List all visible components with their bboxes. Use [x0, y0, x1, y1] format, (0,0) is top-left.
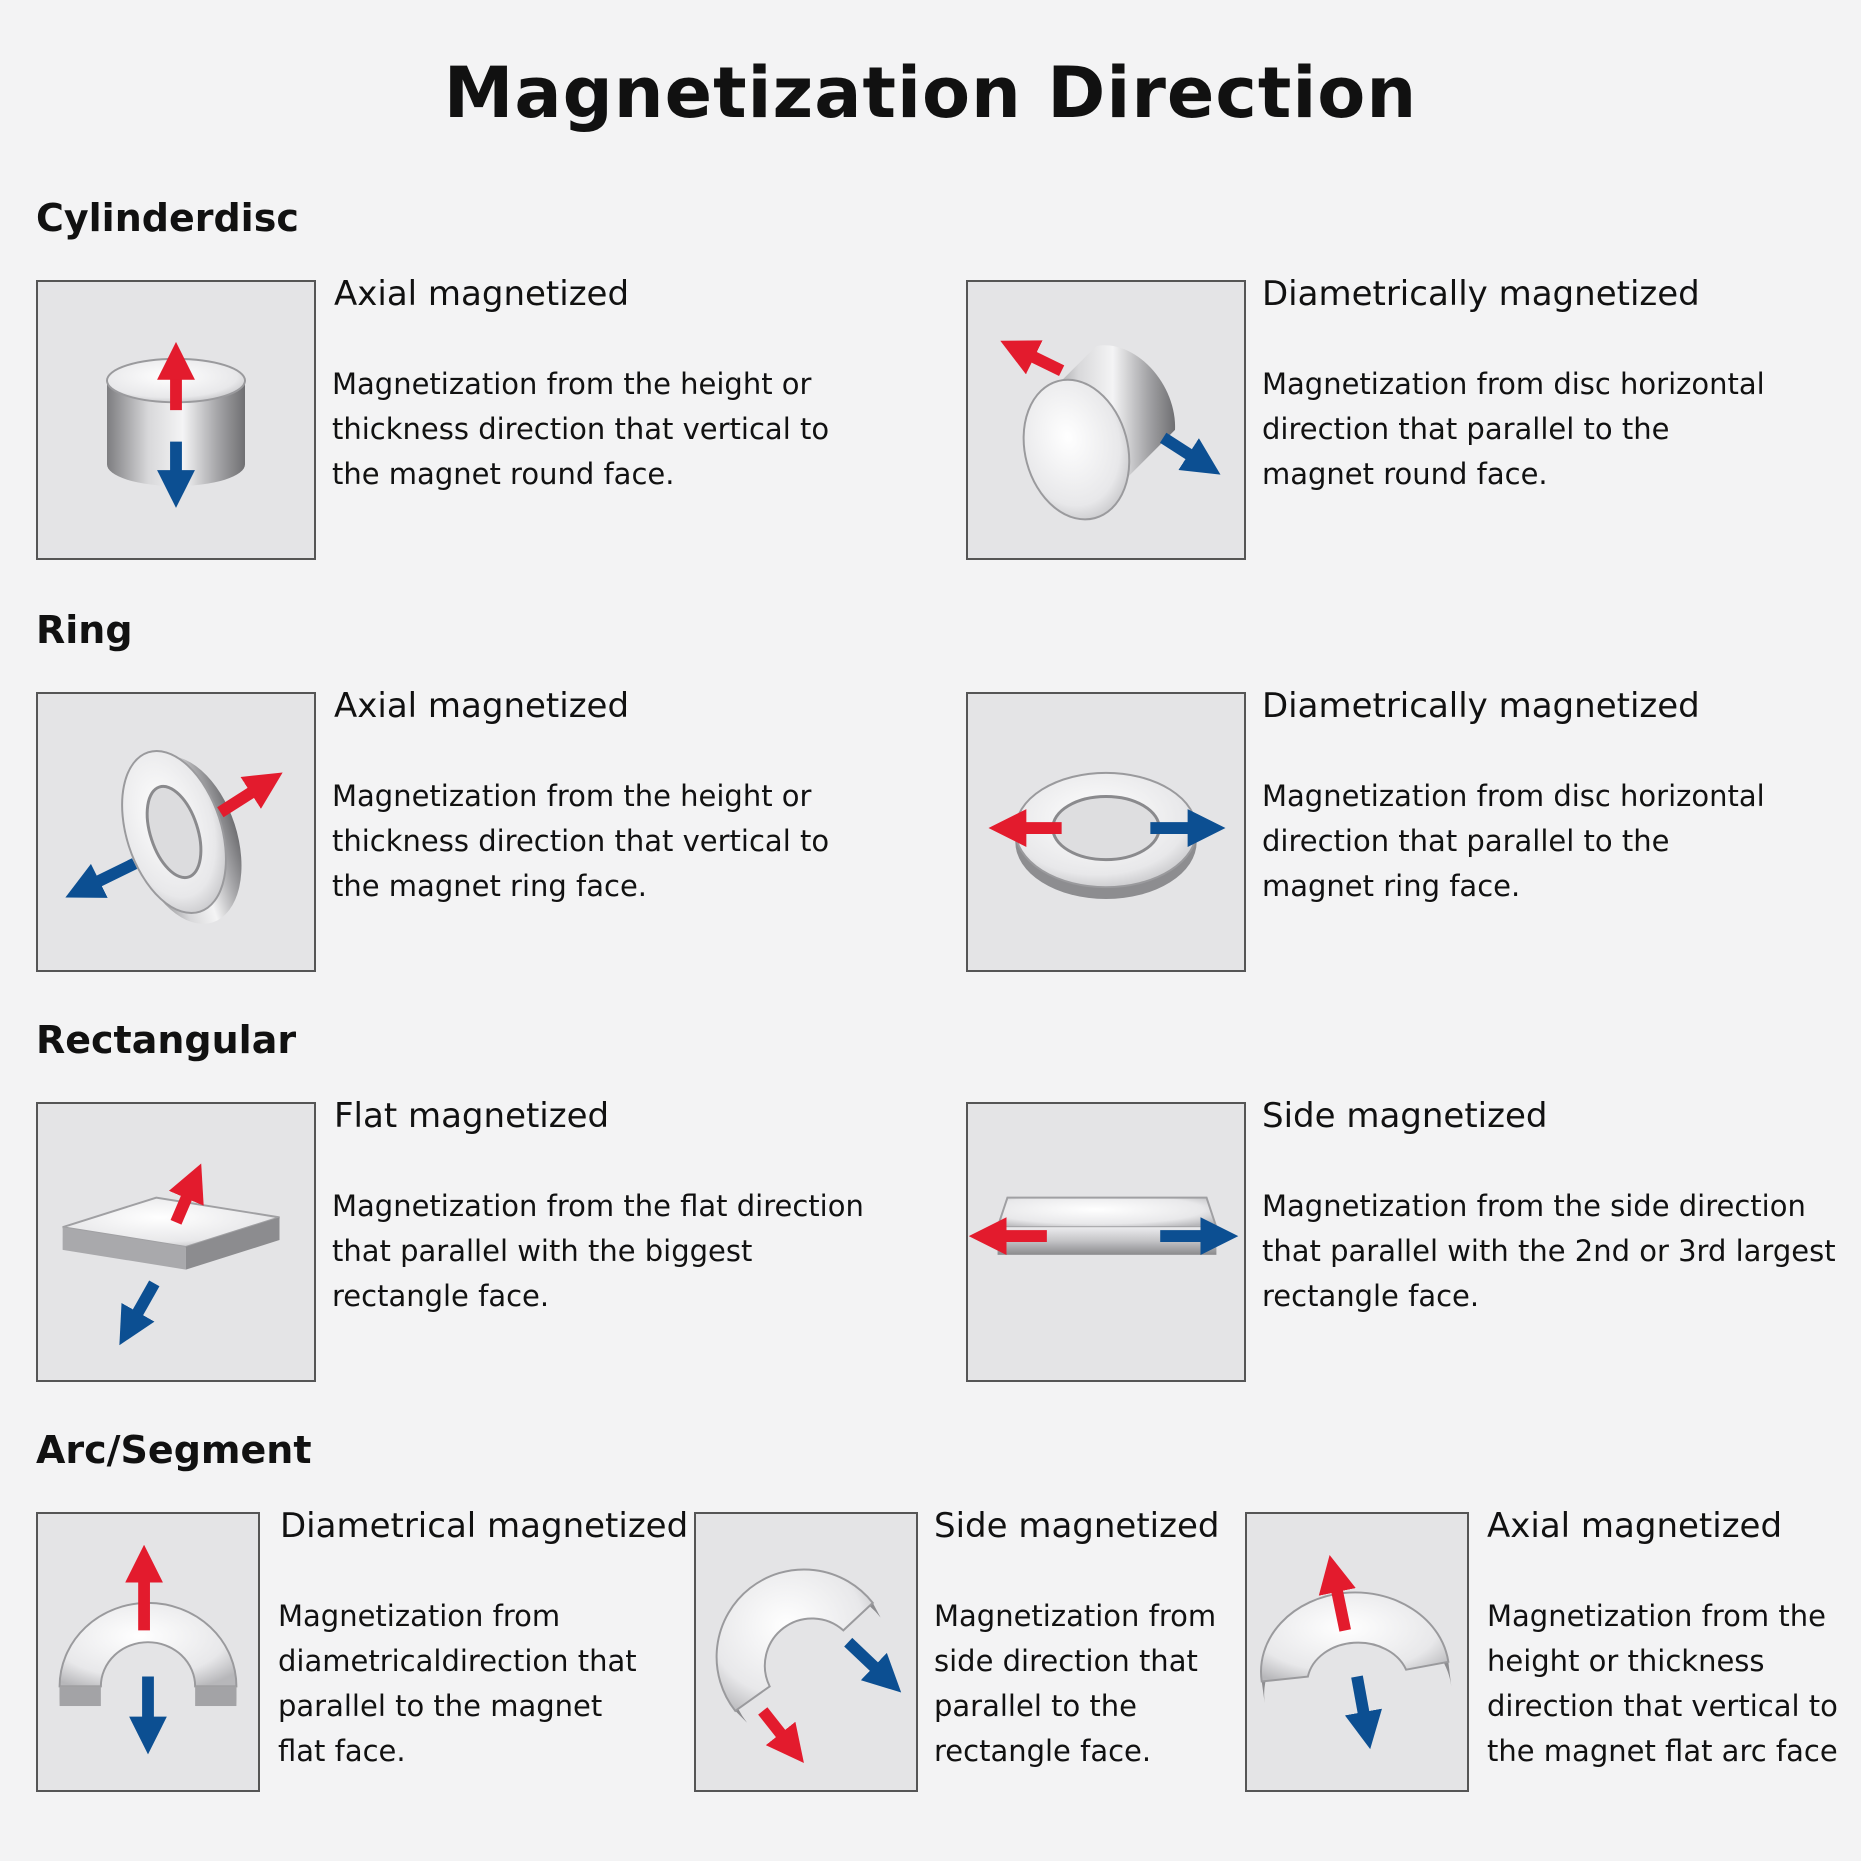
arc-axial-icon [1245, 1512, 1469, 1792]
arc-side-icon [694, 1512, 918, 1792]
section-title-rectangular: Rectangular [36, 1018, 297, 1062]
card-description: Magnetization from diametricaldirection that parallel to the magnet flat face. [278, 1599, 637, 1768]
card-description: Magnetization from the height or thickness direction that vertical to the magnet ring face. [332, 779, 830, 903]
card-description: Magnetization from the flat direction that parallel with the biggest rectangle face. [332, 1189, 864, 1313]
card-title: Diametrically magnetized [1262, 686, 1700, 726]
arc-diametrical-icon [36, 1512, 260, 1792]
section-title-cylinderdisc: Cylinderdisc [36, 196, 299, 240]
cylinder-axial-icon [36, 280, 316, 560]
card-title: Axial magnetized [334, 274, 630, 314]
card-title: Diametrical magnetized [280, 1506, 689, 1546]
cylinder-diametrical-icon [966, 280, 1246, 560]
card-description: Magnetization from side direction that parallel to the rectangle face. [934, 1599, 1217, 1768]
section-title-arc-segment: Arc/Segment [36, 1428, 312, 1472]
card-title: Diametrically magnetized [1262, 274, 1700, 314]
card-description: Magnetization from the height or thickness direction that vertical to the magnet round face. [332, 367, 830, 491]
block-side-icon [966, 1102, 1246, 1382]
section-title-ring: Ring [36, 608, 133, 652]
card-title: Axial magnetized [334, 686, 630, 726]
page-title: Magnetization Direction [443, 52, 1418, 134]
card-description: Magnetization from the height or thickness direction that vertical to the magnet flat arc face [1487, 1599, 1838, 1768]
card-description: Magnetization from the side direction that parallel with the 2nd or 3rd largest rectangle face. [1262, 1189, 1836, 1313]
card-title: Side magnetized [1262, 1096, 1548, 1136]
block-flat-icon [36, 1102, 316, 1382]
card-description: Magnetization from disc horizontal direction that parallel to the magnet ring face. [1262, 779, 1765, 903]
card-title: Flat magnetized [334, 1096, 610, 1136]
card-title: Axial magnetized [1487, 1506, 1783, 1546]
card-title: Side magnetized [934, 1506, 1220, 1546]
ring-axial-icon [36, 692, 316, 972]
ring-diametrical-icon [966, 692, 1246, 972]
card-description: Magnetization from disc horizontal direction that parallel to the magnet round face. [1262, 367, 1765, 491]
